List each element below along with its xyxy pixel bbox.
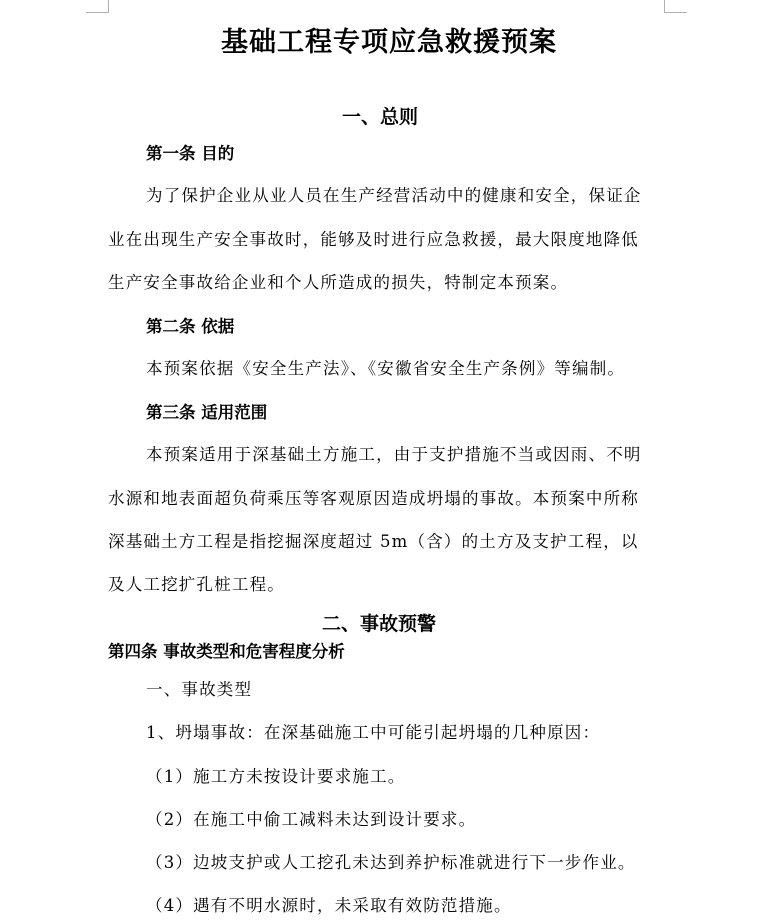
article-3-heading: 第三条 适用范围 bbox=[146, 403, 268, 422]
article-3-line: 水源和地表面超负荷乘压等客观原因造成坍塌的事故。本预案中所称 bbox=[108, 489, 639, 508]
article-4-subheading: 一、事故类型 bbox=[146, 680, 253, 699]
cause-list-item: （3）边坡支护或人工挖孔未达到养护标准就进行下一步作业。 bbox=[146, 853, 636, 872]
article-3-line: 本预案适用于深基础土方施工，由于支护措施不当或因雨、不明 bbox=[146, 445, 642, 464]
page-corner-mark-right bbox=[664, 0, 687, 13]
article-4-heading: 第四条 事故类型和危害程度分析 bbox=[108, 642, 345, 661]
article-3-line: 深基础土方工程是指挖掘深度超过 5m（含）的土方及支护工程，以 bbox=[108, 532, 639, 551]
cause-list-item: （2）在施工中偷工减料未达到设计要求。 bbox=[146, 810, 477, 829]
section-heading-warning: 二、事故预警 bbox=[322, 613, 437, 635]
cause-list-item: （1）施工方未按设计要求施工。 bbox=[146, 767, 406, 786]
page-corner-mark-left bbox=[86, 0, 109, 13]
article-2-heading: 第二条 依据 bbox=[146, 317, 235, 336]
article-1-line: 业在出现生产安全事故时，能够及时进行应急救援，最大限度地降低 bbox=[108, 230, 639, 249]
article-4-item: 1、坍塌事故：在深基础施工中可能引起坍塌的几种原因： bbox=[146, 723, 601, 742]
article-1-line: 为了保护企业从业人员在生产经营活动中的健康和安全，保证企 bbox=[146, 186, 642, 205]
article-1-line: 生产安全事故给企业和个人所造成的损失，特制定本预案。 bbox=[108, 273, 569, 292]
cause-list-item: （4）遇有不明水源时，未采取有效防范措施。 bbox=[146, 896, 512, 915]
article-3-line: 及人工挖扩孔桩工程。 bbox=[108, 575, 285, 594]
section-heading-general: 一、总则 bbox=[342, 106, 419, 128]
article-1-heading: 第一条 目的 bbox=[146, 144, 235, 163]
document-title: 基础工程专项应急救援预案 bbox=[221, 27, 557, 58]
article-2-line: 本预案依据《安全生产法》、《安徽省安全生产条例》等编制。 bbox=[146, 359, 626, 378]
